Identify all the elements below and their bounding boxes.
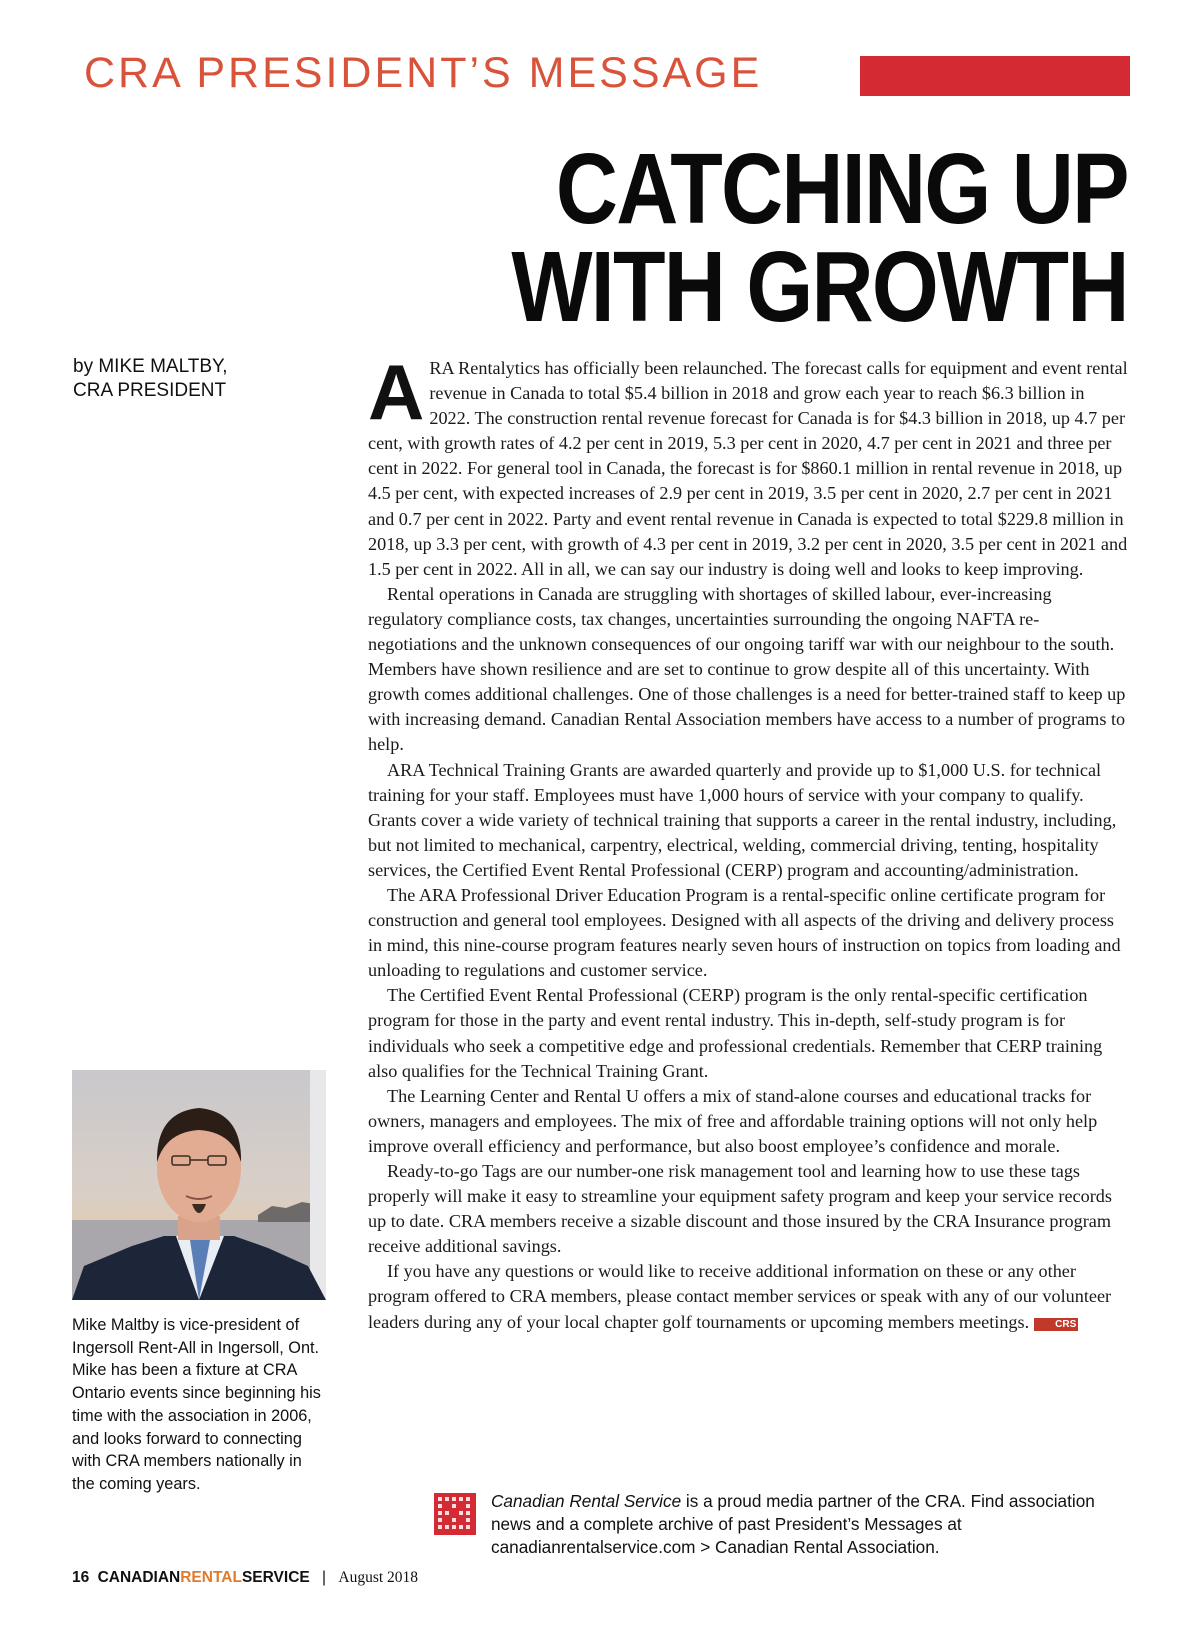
headline (511, 133, 1128, 343)
byline (73, 355, 228, 403)
article-paragraph: The Learning Center and Rental U offers a mix of stand-alone courses and educational tracks for owners, managers and employees. The mix of free and affordable training options will not only help improve overall efficiency and performance, but also boost employee’s confidence and morale. (368, 1085, 1098, 1156)
footer-brand-canadian: CANADIAN (97, 1569, 181, 1586)
page-footer (72, 1568, 418, 1588)
drop-cap: A (368, 348, 425, 436)
media-partner-note: Canadian Rental Service is a proud media partner of the CRA. Find association news and a complete archive of past President’s Messages at canadianrentalservice.com > Canadian Rental Association. (491, 1491, 1095, 1557)
article-body (368, 348, 1128, 1335)
headline-line-1: CATCHING UP (556, 133, 1128, 245)
footer-brand-service: SERVICE (241, 1569, 310, 1586)
article-paragraph: The Certified Event Rental Professional (CERP) program is the only rental-specific certification program for those in the party and event rental industry. This in-depth, self-study program is for individuals who seek a competitive edge and professional credentials. Remember that CERP training also qualifies for the Technical Training Grant. (368, 985, 1103, 1081)
byline-author: by MIKE MALTBY, (73, 356, 228, 377)
article-paragraph: ARA Technical Training Grants are awarded quarterly and provide up to $1,000 U.S. for technical training for your staff. Employees must have 1,000 hours of service with your company to qualify. Grants cover a wide variety of technical training that supports a career in the rental industry, including, but not limited to mechanical, carpentry, electrical, welding, commercial driving, tenting, hospitality services, the Certified Event Rental Professional (CERP) program and accounting/administration. (368, 759, 1117, 880)
crs-end-mark-icon: CRS (1034, 1318, 1078, 1331)
article-paragraph: Rental operations in Canada are struggling with shortages of skilled labour, ever-increasing regulatory compliance costs, tax changes, uncertainties surrounding the ongoing NAFTA re-negotiations and the unknown consequences of our ongoing tariff war with our neighbour to the south. Members have shown resilience and are set to continue to grow despite all of this uncertainty. With growth comes additional challenges. One of those challenges is a need for better-trained staff to keep up with increasing demand. Canadian Rental Association members have access to a number of programs to help. (368, 583, 1126, 755)
article-paragraph: If you have any questions or would like to receive additional information on these or any other program offered to CRA members, please contact member services or speak with any of our volunteer leaders during any of your local chapter golf tournaments or upcoming members meetings. CRS (368, 1261, 1112, 1332)
photo-caption: Mike Maltby is vice-president of Ingersoll Rent-All in Ingersoll, Ont. Mike has been a fixture at CRA Ontario events since beginning his time with the association in 2006, and looks forward to connecting with CRA members nationally in the coming years. (72, 1316, 321, 1493)
footer-brand-rental: RENTAL (180, 1569, 242, 1586)
article-paragraph: The ARA Professional Driver Education Program is a rental-specific online certificate program for construction and general tool employees. Designed with all aspects of the driving and delivery process in mind, this nine-course program features nearly seven hours of instruction on topics from loading and unloading to regulations and customer service. (368, 884, 1121, 981)
section-title: CRA PRESIDENT’S MESSAGE (84, 49, 763, 97)
footer-separator: | (322, 1569, 327, 1586)
issue-date: August 2018 (338, 1569, 419, 1586)
article-paragraph: ARA Rentalytics has officially been relaunched. The forecast calls for equipment and event rental revenue in Canada to total $5.4 billion in 2018 and grow each year to reach $6.3 billion in 2022. The construction rental revenue forecast for Canada is for $4.3 billion in 2018, up 4.7 per cent, with growth rates of 4.2 per cent in 2019, 5.3 per cent in 2020, 4.7 per cent in 2021 and three per cent in 2022. For general tool in Canada, the forecast is for $860.1 million in rental revenue in 2018, up 4.5 per cent, with expected increases of 2.9 per cent in 2019, 3.5 per cent in 2020, 2.7 per cent in 2021 and 0.7 per cent in 2022. Party and event rental revenue in Canada is expected to total $229.8 million in 2018, up 3.3 per cent, with growth of 4.3 per cent in 2019, 3.2 per cent in 2020, 3.5 per cent in 2021 and 1.5 per cent in 2022. All in all, we can say our industry is doing well and looks to keep improving. (368, 348, 1128, 579)
byline-title: CRA PRESIDENT (73, 380, 227, 401)
article-paragraph: Ready-to-go Tags are our number-one risk management tool and learning how to use these tags properly will make it easy to streamline your equipment safety program and keep your service records up to date. CRA members receive a sizable discount and those insured by the CRA Insurance program receive additional savings. (368, 1161, 1112, 1257)
section-title-bar (860, 56, 1130, 96)
author-photo (72, 1070, 326, 1300)
page-number: 16 (72, 1569, 90, 1586)
headline-line-2: WITH GROWTH (511, 231, 1128, 343)
crs-logo-icon (434, 1493, 476, 1535)
publication-name: Canadian Rental Service (491, 1491, 682, 1511)
